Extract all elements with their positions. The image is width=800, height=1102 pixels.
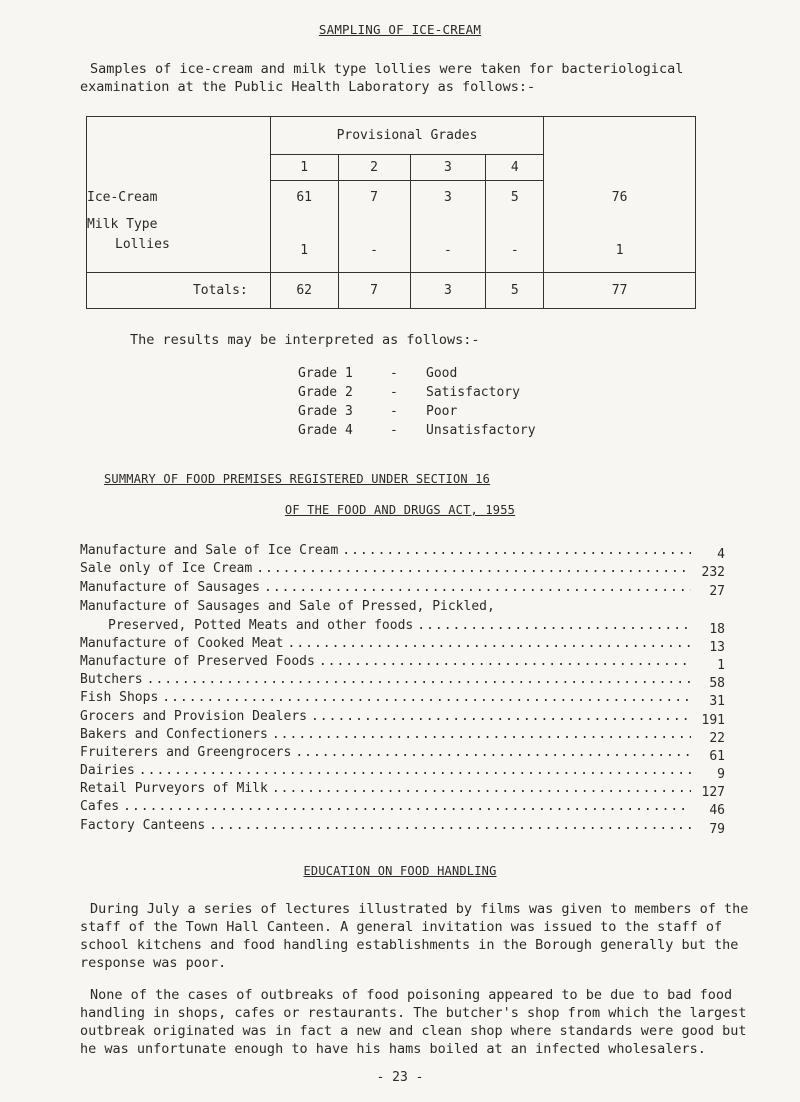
cell-value: 62 [270,273,338,309]
cell-value: - [338,215,410,273]
row-label: Ice-Cream [87,181,271,215]
grade-number: 4 [486,155,544,181]
list-item: Grocers and Provision Dealers ..... 191 [80,705,725,723]
summary-subheading: OF THE FOOD AND DRUGS ACT, 1955 [284,503,516,517]
list-item: Manufacture of Preserved Foods ..... 1 [80,651,725,669]
list-item: Grade 4 - Unsatisfactory [298,423,536,438]
list-item: Butchers ..... 58 [80,669,725,687]
education-paragraph-1: During July a series of lectures illustrated by films was given to members of the staff of the Town Hall Canteen. A general invitation was issued to the staff of school kitchens and food handling establishments in the Borough generally but the response was poor. [80,901,749,971]
totals-row [87,273,696,309]
summary-heading: SUMMARY OF FOOD PREMISES REGISTERED UNDER SECTION 16 [104,472,491,486]
list-item: Manufacture of Cooked Meat ..... 13 [80,633,725,651]
grade-interpretation-list [298,364,618,440]
table-row [87,181,696,215]
list-item: Sale only of Ice Cream ..... 232 [80,558,725,576]
cell-value: 5 [486,273,544,309]
table-row [87,215,696,273]
list-item: Grade 1 - Good [298,366,458,381]
grades-table [86,116,696,309]
list-item: Retail Purveyors of Milk ..... 127 [80,778,725,796]
cell-total: 1 [544,215,696,273]
education-heading: EDUCATION ON FOOD HANDLING [303,864,497,878]
cell-value: 3 [410,181,486,215]
list-item: Grade 2 - Satisfactory [298,385,520,400]
list-item: Bakers and Confectioners ..... 22 [80,724,725,742]
list-item: Manufacture and Sale of Ice Cream ..... 4 [80,540,725,558]
cell-value: 5 [486,181,544,215]
list-item: Factory Canteens ..... 79 [80,814,725,832]
grade-number: 1 [270,155,338,181]
list-item: Manufacture of Sausages ..... 27 [80,576,725,594]
cell-total: 76 [544,181,696,215]
cell-value: 61 [270,181,338,215]
cell-total: 77 [544,273,696,309]
provisional-grades-header: Provisional Grades [270,117,544,155]
cell-value: 1 [270,215,338,273]
cell-value: 7 [338,181,410,215]
totals-label: Totals: [87,273,271,309]
cell-value: - [486,215,544,273]
sampling-heading: SAMPLING OF ICE-CREAM [318,22,482,37]
row-label: Lollies [115,236,170,252]
list-item: Dairies ..... 9 [80,760,725,778]
intro-paragraph: Samples of ice-cream and milk type lollies were taken for bacteriological examination at the Public Health Laboratory as follows:- [80,61,684,95]
education-paragraph-2: None of the cases of outbreaks of food poisoning appeared to be due to bad food handling in shops, cafes or restaurants. The butcher's shop from which the largest outbreak originated was in fact a new and clean shop where standards were good but he was unfortunate enough to have his hams boiled at an infected wholesalers. [80,987,747,1057]
row-label: Milk Type [87,216,158,232]
list-item: Cafes ..... 46 [80,796,725,814]
interpretation-intro: The results may be interpreted as follows:- [130,332,480,348]
cell-value: 3 [410,273,486,309]
list-item: Fruiterers and Greengrocers ..... 61 [80,742,725,760]
premises-list [80,540,725,837]
page-number: - 23 - [376,1070,424,1085]
cell-value: - [410,215,486,273]
list-item: Fish Shops ..... 31 [80,687,725,705]
grade-number: 2 [338,155,410,181]
list-item: Grade 3 - Poor [298,404,458,419]
grade-number: 3 [410,155,486,181]
cell-value: 7 [338,273,410,309]
list-item: Manufacture of Sausages and Sale of Pressed, Pickled, Preserved, Potted Meats and other foods ..... 18 [80,595,725,633]
